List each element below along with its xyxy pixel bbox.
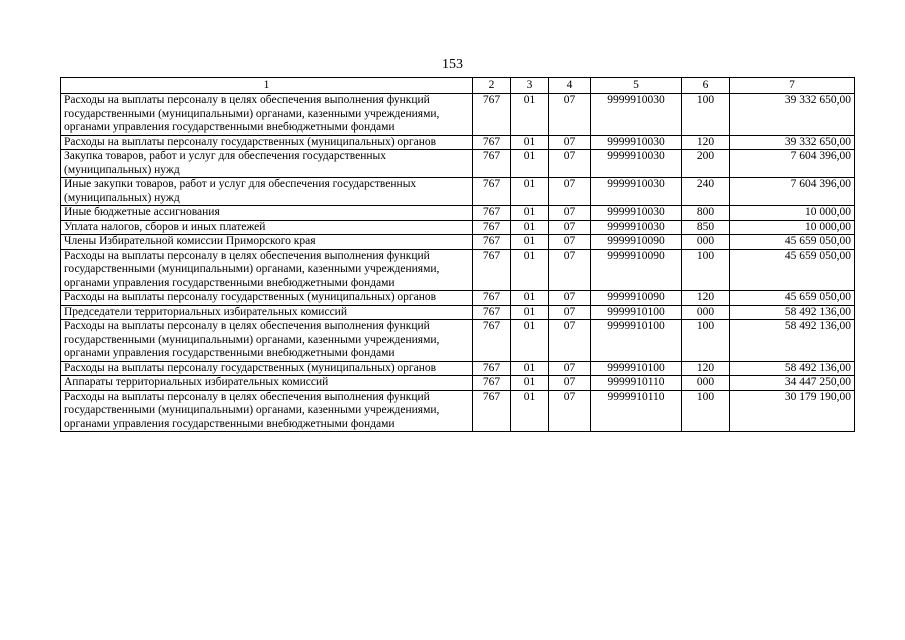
expense-name-cell: Расходы на выплаты персоналу в целях обеспечения выполнения функций государственными (муниципальными) органами, казенными учреждениями, органами управления государственными внебюджетными фондами <box>61 249 473 291</box>
expense-type-cell: 000 <box>682 305 730 320</box>
subsection-code-cell: 07 <box>549 390 591 432</box>
ministry-code-cell: 767 <box>473 320 511 362</box>
table-row <box>61 305 855 320</box>
amount-cell: 45 659 050,00 <box>730 235 855 250</box>
ministry-code-cell: 767 <box>473 235 511 250</box>
expense-type-cell: 120 <box>682 135 730 150</box>
section-code-cell: 01 <box>511 291 549 306</box>
expense-type-cell: 120 <box>682 361 730 376</box>
section-code-cell: 01 <box>511 178 549 206</box>
table-row <box>61 291 855 306</box>
table-header-row <box>61 78 855 94</box>
ministry-code-cell: 767 <box>473 249 511 291</box>
amount-cell: 10 000,00 <box>730 206 855 221</box>
subsection-code-cell: 07 <box>549 150 591 178</box>
ministry-code-cell: 767 <box>473 135 511 150</box>
subsection-code-cell: 07 <box>549 206 591 221</box>
expense-type-cell: 120 <box>682 291 730 306</box>
expense-name-cell: Аппараты территориальных избирательных комиссий <box>61 376 473 391</box>
subsection-code-cell: 07 <box>549 220 591 235</box>
expense-name-cell: Иные бюджетные ассигнования <box>61 206 473 221</box>
table-row <box>61 94 855 136</box>
target-article-cell: 9999910110 <box>591 390 682 432</box>
expense-type-cell: 000 <box>682 376 730 391</box>
section-code-cell: 01 <box>511 249 549 291</box>
subsection-code-cell: 07 <box>549 376 591 391</box>
subsection-code-cell: 07 <box>549 249 591 291</box>
amount-cell: 10 000,00 <box>730 220 855 235</box>
table-row <box>61 376 855 391</box>
ministry-code-cell: 767 <box>473 206 511 221</box>
expense-name-cell: Расходы на выплаты персоналу государственных (муниципальных) органов <box>61 135 473 150</box>
section-code-cell: 01 <box>511 376 549 391</box>
table-row <box>61 135 855 150</box>
amount-cell: 58 492 136,00 <box>730 361 855 376</box>
expense-type-cell: 200 <box>682 150 730 178</box>
ministry-code-cell: 767 <box>473 178 511 206</box>
target-article-cell: 9999910030 <box>591 135 682 150</box>
expense-name-cell: Члены Избирательной комиссии Приморского края <box>61 235 473 250</box>
section-code-cell: 01 <box>511 235 549 250</box>
amount-cell: 7 604 396,00 <box>730 178 855 206</box>
amount-cell: 39 332 650,00 <box>730 94 855 136</box>
expense-type-cell: 240 <box>682 178 730 206</box>
target-article-cell: 9999910030 <box>591 150 682 178</box>
section-code-cell: 01 <box>511 390 549 432</box>
column-header: 5 <box>591 78 682 94</box>
section-code-cell: 01 <box>511 206 549 221</box>
column-header: 7 <box>730 78 855 94</box>
column-header: 3 <box>511 78 549 94</box>
target-article-cell: 9999910090 <box>591 249 682 291</box>
subsection-code-cell: 07 <box>549 305 591 320</box>
amount-cell: 58 492 136,00 <box>730 320 855 362</box>
section-code-cell: 01 <box>511 305 549 320</box>
expense-type-cell: 100 <box>682 94 730 136</box>
table-row <box>61 206 855 221</box>
amount-cell: 39 332 650,00 <box>730 135 855 150</box>
page-number: 153 <box>442 57 463 72</box>
amount-cell: 34 447 250,00 <box>730 376 855 391</box>
expense-name-cell: Расходы на выплаты персоналу государственных (муниципальных) органов <box>61 361 473 376</box>
section-code-cell: 01 <box>511 94 549 136</box>
ministry-code-cell: 767 <box>473 376 511 391</box>
expense-name-cell: Уплата налогов, сборов и иных платежей <box>61 220 473 235</box>
expense-type-cell: 100 <box>682 320 730 362</box>
subsection-code-cell: 07 <box>549 178 591 206</box>
table-row <box>61 220 855 235</box>
target-article-cell: 9999910100 <box>591 305 682 320</box>
subsection-code-cell: 07 <box>549 361 591 376</box>
target-article-cell: 9999910030 <box>591 94 682 136</box>
target-article-cell: 9999910090 <box>591 235 682 250</box>
section-code-cell: 01 <box>511 361 549 376</box>
expense-type-cell: 800 <box>682 206 730 221</box>
expense-type-cell: 100 <box>682 390 730 432</box>
column-header: 2 <box>473 78 511 94</box>
section-code-cell: 01 <box>511 220 549 235</box>
amount-cell: 45 659 050,00 <box>730 249 855 291</box>
subsection-code-cell: 07 <box>549 235 591 250</box>
target-article-cell: 9999910100 <box>591 320 682 362</box>
expense-name-cell: Закупка товаров, работ и услуг для обеспечения государственных (муниципальных) нужд <box>61 150 473 178</box>
expense-type-cell: 000 <box>682 235 730 250</box>
section-code-cell: 01 <box>511 135 549 150</box>
budget-table <box>60 77 855 432</box>
expense-name-cell: Расходы на выплаты персоналу государственных (муниципальных) органов <box>61 291 473 306</box>
table-row <box>61 249 855 291</box>
table-row <box>61 320 855 362</box>
ministry-code-cell: 767 <box>473 361 511 376</box>
target-article-cell: 9999910030 <box>591 220 682 235</box>
table-row <box>61 390 855 432</box>
ministry-code-cell: 767 <box>473 305 511 320</box>
expense-name-cell: Председатели территориальных избирательных комиссий <box>61 305 473 320</box>
target-article-cell: 9999910110 <box>591 376 682 391</box>
target-article-cell: 9999910030 <box>591 178 682 206</box>
expense-type-cell: 100 <box>682 249 730 291</box>
column-header: 6 <box>682 78 730 94</box>
amount-cell: 7 604 396,00 <box>730 150 855 178</box>
expense-type-cell: 850 <box>682 220 730 235</box>
table-body <box>61 94 855 432</box>
column-header: 4 <box>549 78 591 94</box>
target-article-cell: 9999910030 <box>591 206 682 221</box>
column-header: 1 <box>61 78 473 94</box>
table-row <box>61 235 855 250</box>
ministry-code-cell: 767 <box>473 291 511 306</box>
subsection-code-cell: 07 <box>549 291 591 306</box>
subsection-code-cell: 07 <box>549 135 591 150</box>
section-code-cell: 01 <box>511 320 549 362</box>
table-row <box>61 150 855 178</box>
target-article-cell: 9999910090 <box>591 291 682 306</box>
expense-name-cell: Расходы на выплаты персоналу в целях обеспечения выполнения функций государственными (муниципальными) органами, казенными учреждениями, органами управления государственными внебюджетными фондами <box>61 390 473 432</box>
section-code-cell: 01 <box>511 150 549 178</box>
table-row <box>61 361 855 376</box>
expense-name-cell: Иные закупки товаров, работ и услуг для обеспечения государственных (муниципальных) нужд <box>61 178 473 206</box>
subsection-code-cell: 07 <box>549 94 591 136</box>
target-article-cell: 9999910100 <box>591 361 682 376</box>
expense-name-cell: Расходы на выплаты персоналу в целях обеспечения выполнения функций государственными (муниципальными) органами, казенными учреждениями, органами управления государственными внебюджетными фондами <box>61 320 473 362</box>
amount-cell: 58 492 136,00 <box>730 305 855 320</box>
amount-cell: 30 179 190,00 <box>730 390 855 432</box>
ministry-code-cell: 767 <box>473 150 511 178</box>
table-row <box>61 178 855 206</box>
ministry-code-cell: 767 <box>473 220 511 235</box>
expense-name-cell: Расходы на выплаты персоналу в целях обеспечения выполнения функций государственными (муниципальными) органами, казенными учреждениями, органами управления государственными внебюджетными фондами <box>61 94 473 136</box>
subsection-code-cell: 07 <box>549 320 591 362</box>
amount-cell: 45 659 050,00 <box>730 291 855 306</box>
ministry-code-cell: 767 <box>473 94 511 136</box>
ministry-code-cell: 767 <box>473 390 511 432</box>
